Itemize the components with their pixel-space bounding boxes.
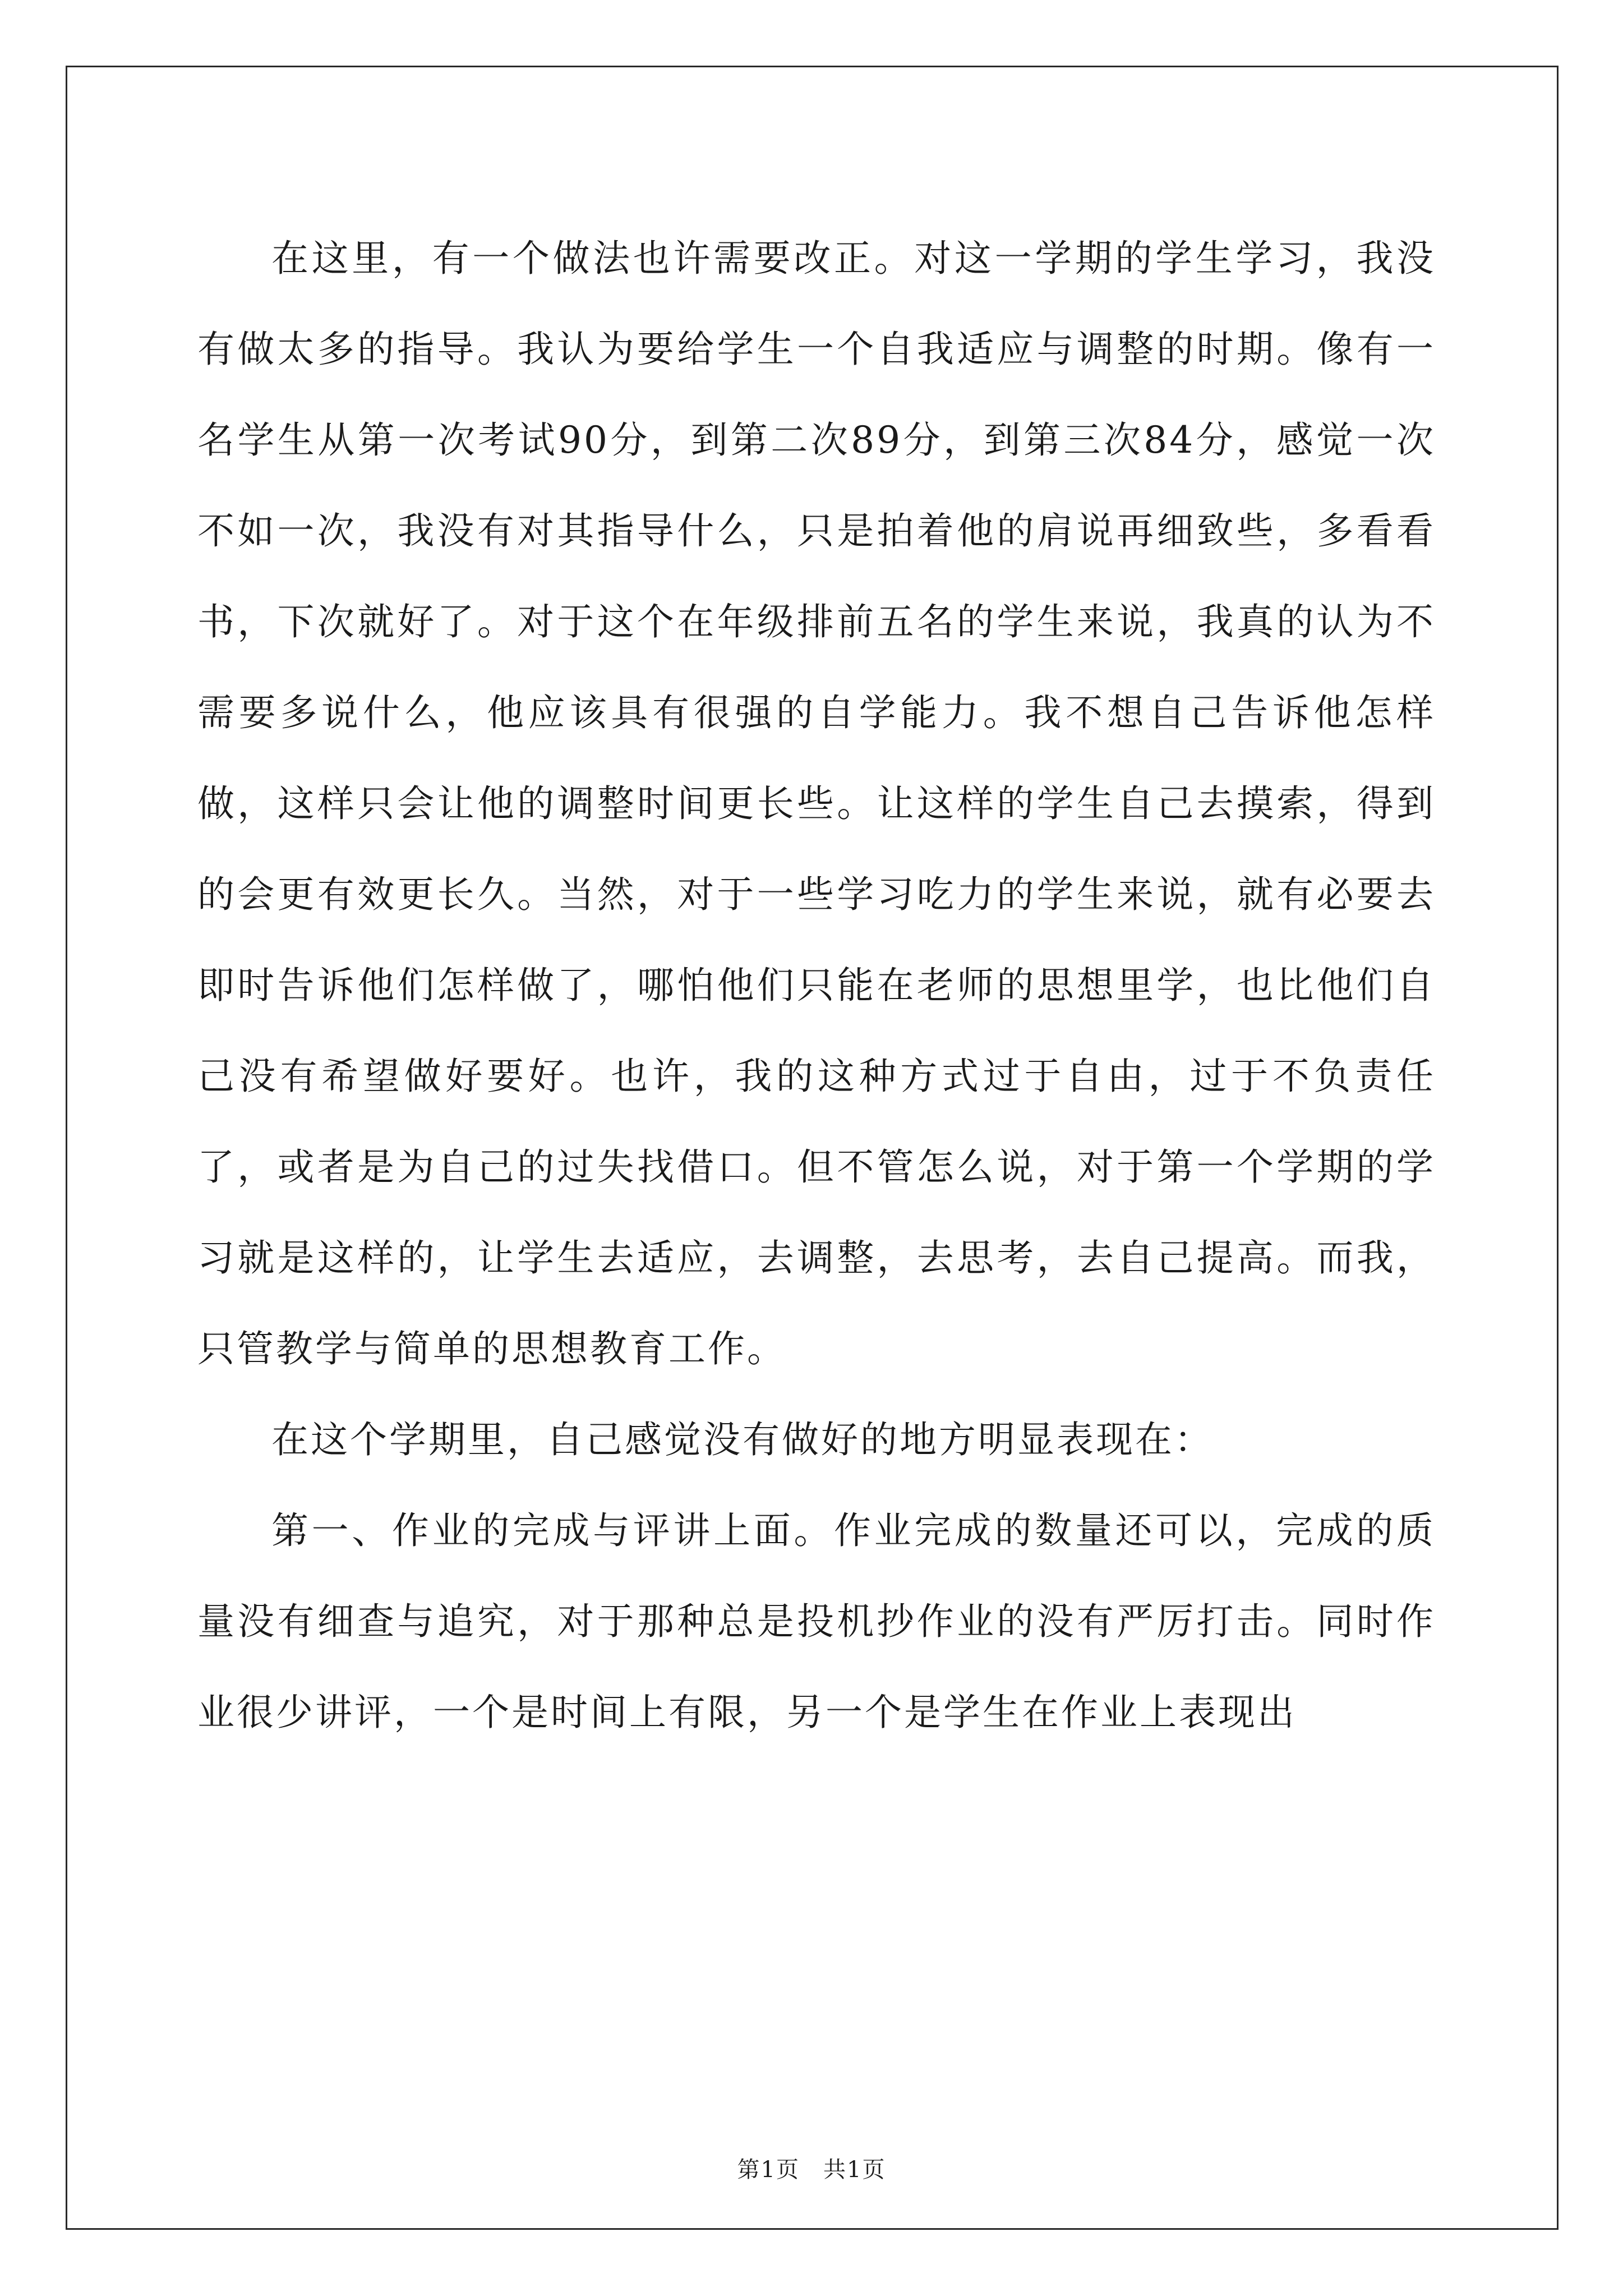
paragraph-3: 第一、作业的完成与评讲上面。作业完成的数量还可以，完成的质量没有细查与追究，对于那种总是投机抄作业的没有严厉打击。同时作业很少讲评，一个是时间上有限，另一个是学生在作业上表现出 <box>197 1509 1436 1734</box>
paragraph-2: 在这个学期里，自己感觉没有做好的地方明显表现在： <box>271 1418 1214 1461</box>
page-number-footer: 第1页 共1页 <box>737 2157 886 2183</box>
document-body <box>197 213 1436 1758</box>
paragraph-1: 在这里，有一个做法也许需要改正。对这一学期的学生学习，我没有做太多的指导。我认为要给学生一个自我适应与调整的时期。像有一名学生从第一次考试90分，到第二次89分，到第三次84分，感觉一次不如一次，我没有对其指导什么，只是拍着他的肩说再细致些，多看看书，下次就好了。对于这个在年级排前五名的学生来说，我真的认为不需要多说什么，他应该具有很强的自学能力。我不想自己告诉他怎样做，这样只会让他的调整时间更长些。让这样的学生自己去摸索，得到的会更有效更长久。当然，对于一些学习吃力的学生来说，就有必要去即时告诉他们怎样做了，哪怕他们只能在老师的思想里学，也比他们自己没有希望做好要好。也许，我的这种方式过于自由，过于不负责任了，或者是为自己的过失找借口。但不管怎么说，对于第一个学期的学习就是这样的，让学生去适应，去调整，去思考，去自己提高。而我，只管教学与简单的思想教育工作。 <box>197 237 1436 1370</box>
